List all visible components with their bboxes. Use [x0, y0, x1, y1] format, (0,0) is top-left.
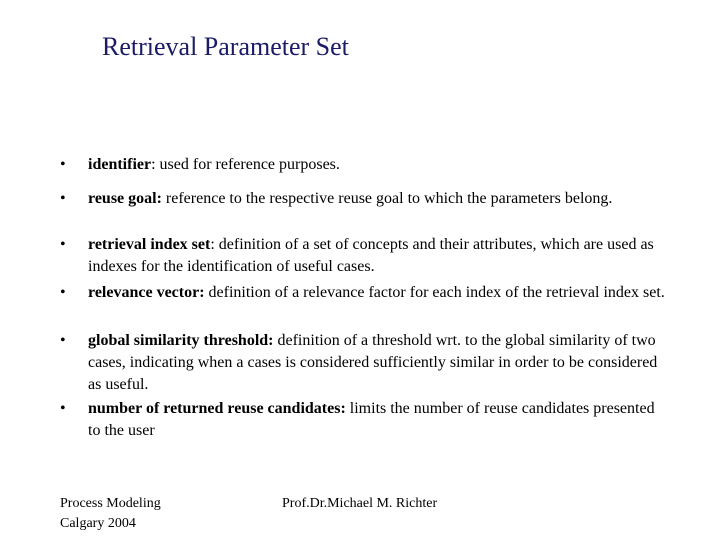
list-item-text — [88, 188, 668, 210]
list-item-text — [88, 234, 668, 278]
list-item-description: definition of a relevance factor for each index of the retrieval index set. — [208, 284, 665, 301]
bullet-marker: • — [60, 236, 66, 253]
bullet-marker: • — [60, 156, 66, 173]
list-item-term: number of returned reuse candidates: — [88, 400, 346, 417]
footer-location-year: Calgary 2004 — [60, 516, 136, 531]
bullet-marker: • — [60, 284, 66, 301]
bullet-marker: • — [60, 400, 66, 417]
slide-title: Retrieval Parameter Set — [102, 32, 349, 61]
list-item-text — [88, 398, 668, 442]
footer-author: Prof.Dr.Michael M. Richter — [282, 496, 438, 511]
list-item-description: used for reference purposes. — [159, 156, 340, 173]
list-item-separator: : — [151, 156, 160, 173]
list-item-description: limits the number of reuse candidates presented to the user — [88, 400, 655, 439]
list-item-separator: : — [210, 236, 219, 253]
list-item-description: definition of a set of concepts and their attributes, which are used as indexes for the identification of useful cases. — [88, 236, 654, 275]
list-item-text — [88, 282, 668, 304]
list-item-term: identifier — [88, 156, 152, 173]
list-item-description: reference to the respective reuse goal to which the parameters belong. — [165, 190, 613, 207]
bullet-marker: • — [60, 190, 66, 207]
list-item-term: reuse goal: — [88, 190, 162, 207]
bullet-marker: • — [60, 332, 66, 349]
list-item-term: retrieval index set — [88, 236, 211, 253]
footer-left — [60, 494, 161, 534]
list-item-term: global similarity threshold: — [88, 332, 274, 349]
list-item-text — [88, 330, 668, 396]
list-item-text — [88, 154, 668, 176]
list-item-term: relevance vector: — [88, 284, 205, 301]
list-item-description: definition of a threshold wrt. to the global similarity of two cases, indicating when a cases is considered sufficiently similar in order to be considered as useful. — [88, 332, 658, 393]
footer-course: Process Modeling — [60, 496, 161, 511]
